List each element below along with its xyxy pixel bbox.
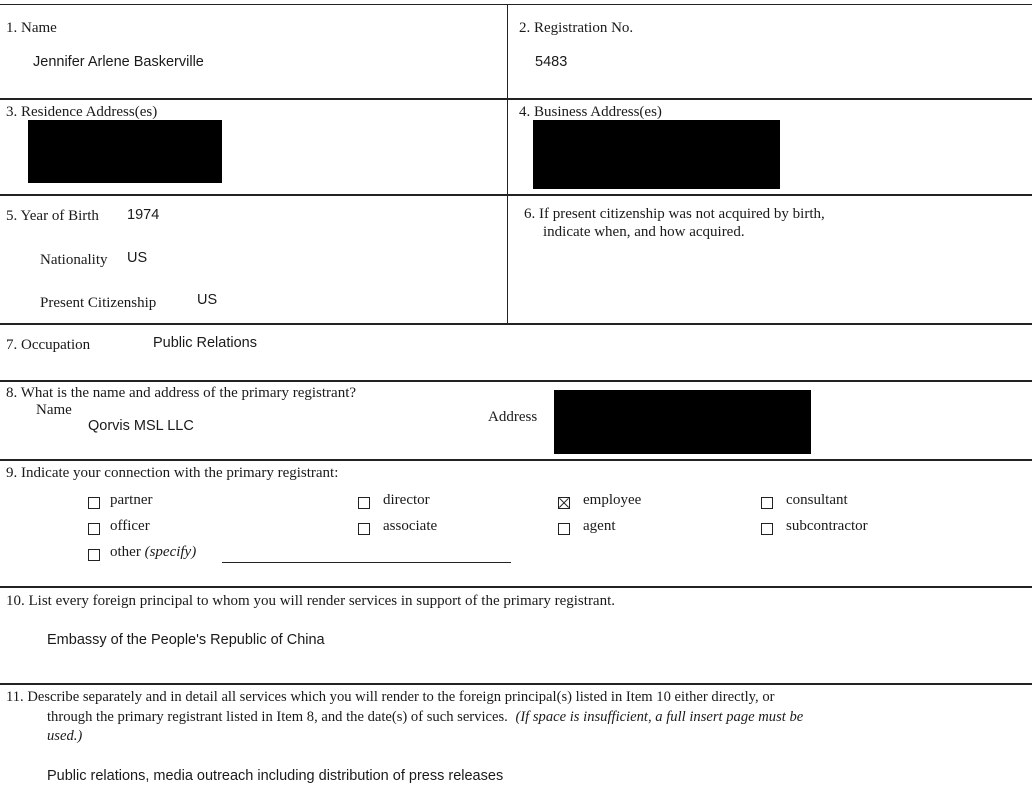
option-label-partner: partner: [110, 492, 153, 508]
option-label-subcontractor: subcontractor: [786, 518, 868, 534]
checkbox-director[interactable]: [358, 497, 370, 509]
registrant-name-label: Name: [36, 402, 72, 418]
column-divider: [507, 4, 508, 324]
item11-question-text: through the primary registrant listed in Item 8, and the date(s) of such services.: [47, 709, 508, 725]
item4-label: 4. Business Address(es): [519, 104, 662, 120]
checkbox-officer[interactable]: [88, 523, 100, 535]
item8-question: 8. What is the name and address of the primary registrant?: [6, 385, 357, 401]
item7-label: 7. Occupation: [6, 337, 91, 353]
checkbox-subcontractor[interactable]: [761, 523, 773, 535]
registrant-address-label: Address: [488, 409, 538, 425]
item2-label: 2. Registration No.: [519, 20, 634, 36]
other-specify-field[interactable]: [222, 562, 511, 563]
registrant-name-value: Qorvis MSL LLC: [88, 418, 194, 434]
row-divider: [0, 459, 1032, 461]
item5-year-label: 5. Year of Birth: [6, 208, 99, 224]
item11-note: (If space is insufficient, a full insert page must be: [515, 709, 804, 725]
row-divider: [0, 98, 1032, 100]
option-label-employee: employee: [583, 492, 642, 508]
option-label-associate: associate: [383, 518, 438, 534]
other-specify-hint: (specify): [144, 544, 197, 560]
checkbox-associate[interactable]: [358, 523, 370, 535]
nationality-label: Nationality: [40, 252, 108, 268]
occupation-value: Public Relations: [153, 335, 257, 351]
checkbox-consultant[interactable]: [761, 497, 773, 509]
citizenship-label: Present Citizenship: [40, 295, 157, 311]
option-label-officer: officer: [110, 518, 150, 534]
item6-line1: 6. If present citizenship was not acquired by birth,: [524, 206, 825, 222]
item11-note-end: used.): [47, 728, 83, 744]
row-divider: [0, 683, 1032, 685]
item11-question-line2: [47, 709, 803, 726]
other-label: other: [110, 544, 141, 560]
top-rule: [0, 4, 1032, 5]
nationality-value: US: [127, 250, 148, 266]
checkbox-employee[interactable]: [558, 497, 570, 509]
item10-question: 10. List every foreign principal to whom you will render services in support of the primary registrant.: [6, 593, 616, 609]
registration-number: 5483: [535, 54, 568, 70]
option-label-agent: agent: [583, 518, 616, 534]
year-of-birth: 1974: [127, 207, 160, 223]
option-label-director: director: [383, 492, 430, 508]
item3-label: 3. Residence Address(es): [6, 104, 158, 120]
row-divider: [0, 194, 1032, 196]
checkbox-other[interactable]: [88, 549, 100, 561]
option-label-other: [110, 544, 196, 561]
business-address-redaction: [533, 120, 780, 189]
item6-line2: indicate when, and how acquired.: [543, 224, 745, 240]
checkbox-agent[interactable]: [558, 523, 570, 535]
foreign-principal-value: Embassy of the People's Republic of China: [47, 632, 325, 648]
row-divider: [0, 380, 1032, 382]
checkbox-partner[interactable]: [88, 497, 100, 509]
applicant-name: Jennifer Arlene Baskerville: [33, 54, 204, 70]
item11-question-line1: 11. Describe separately and in detail all services which you will render to the foreign principal(s) listed in Item 10 either directly, or: [6, 689, 775, 705]
item1-label: 1. Name: [6, 20, 57, 36]
services-value: Public relations, media outreach including distribution of press releases: [47, 768, 504, 784]
registrant-address-redaction: [554, 390, 811, 454]
option-label-consultant: consultant: [786, 492, 848, 508]
row-divider: [0, 323, 1032, 325]
item9-question: 9. Indicate your connection with the primary registrant:: [6, 465, 339, 481]
citizenship-value: US: [197, 292, 218, 308]
residence-address-redaction: [28, 120, 222, 183]
row-divider: [0, 586, 1032, 588]
